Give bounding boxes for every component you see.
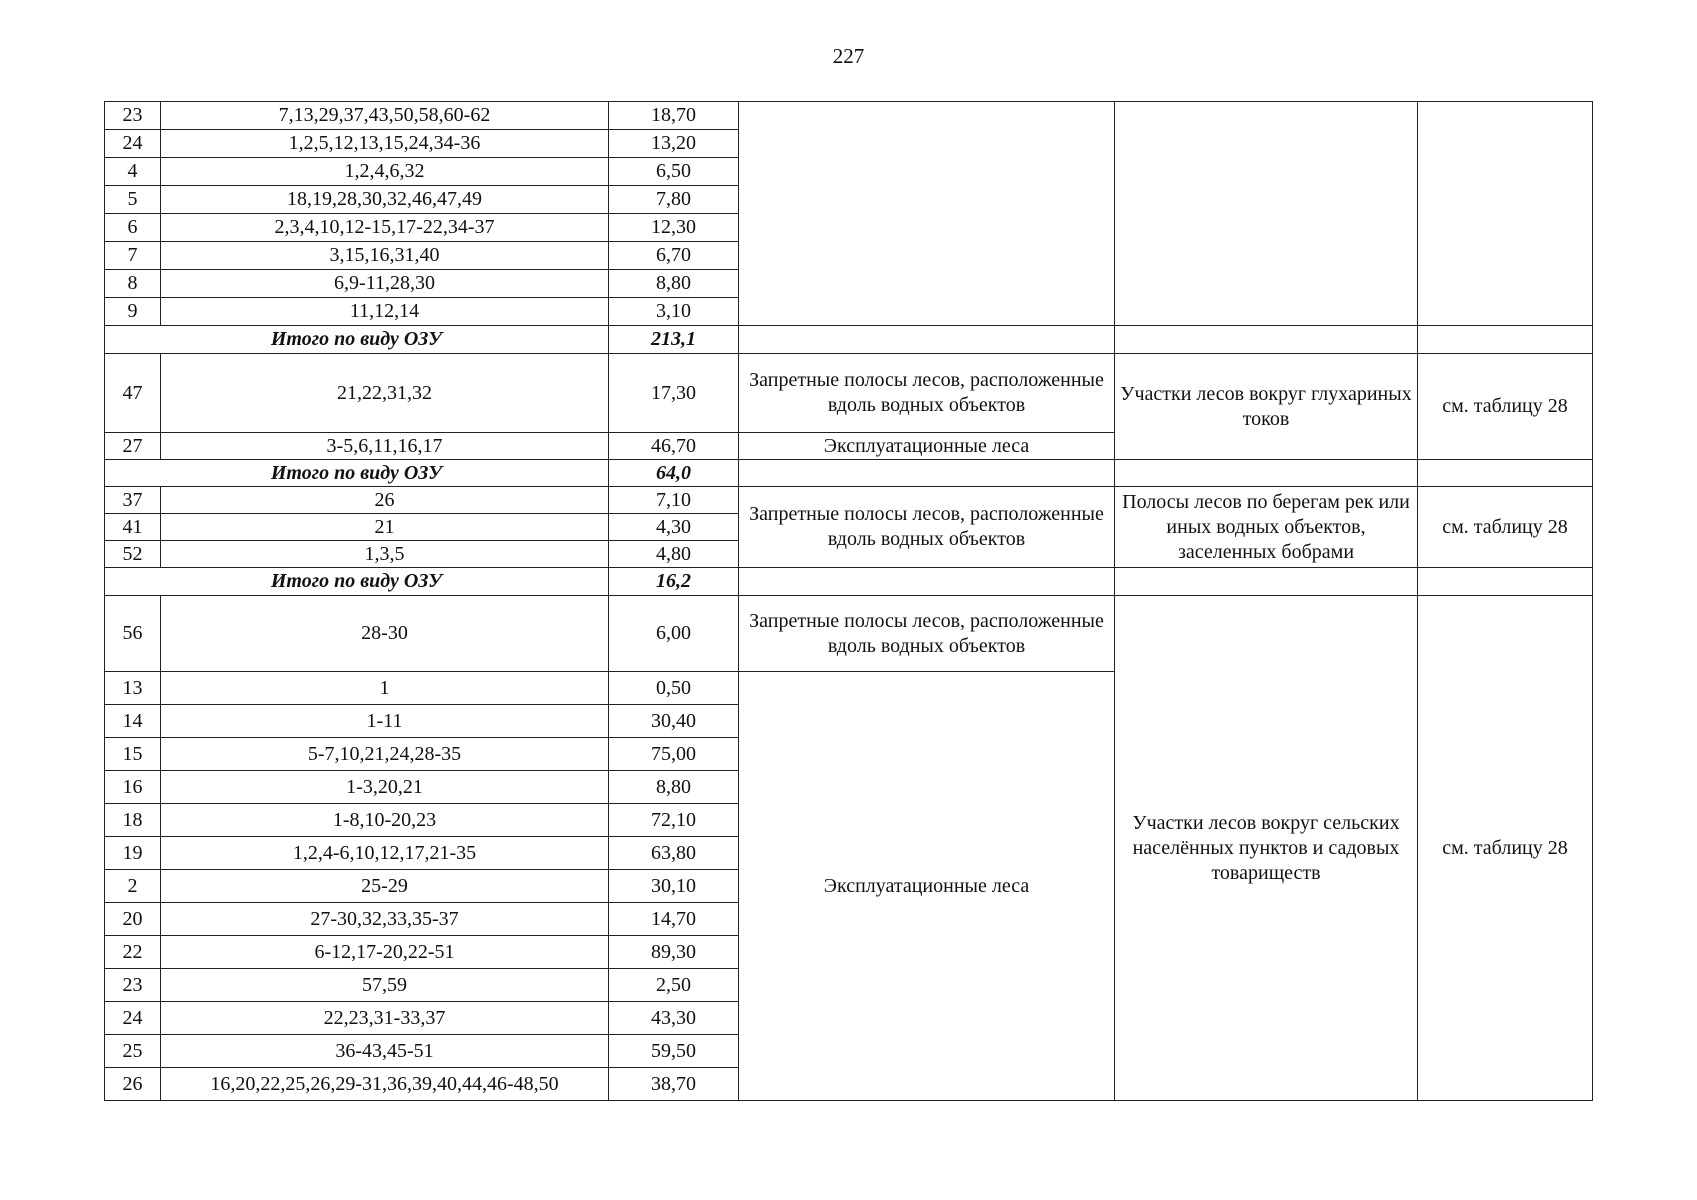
parcels-cell: 1,3,5 — [161, 541, 609, 568]
quarter-cell: 2 — [105, 870, 161, 903]
quarter-cell: 4 — [105, 158, 161, 186]
ozu-cell-empty — [1115, 102, 1418, 326]
parcels-cell: 21 — [161, 514, 609, 541]
quarter-cell: 23 — [105, 969, 161, 1002]
category-cell-empty — [739, 102, 1115, 326]
empty-cell — [1115, 326, 1418, 354]
area-cell: 30,40 — [609, 705, 739, 738]
parcels-cell: 1,2,4,6,32 — [161, 158, 609, 186]
parcels-cell: 16,20,22,25,26,29-31,36,39,40,44,46-48,50 — [161, 1068, 609, 1101]
area-cell: 43,30 — [609, 1002, 739, 1035]
area-cell: 72,10 — [609, 804, 739, 837]
area-cell: 7,10 — [609, 487, 739, 514]
category-cell: Запретные полосы лесов, расположенные вдоль водных объектов — [739, 487, 1115, 568]
area-cell: 89,30 — [609, 936, 739, 969]
area-cell: 46,70 — [609, 433, 739, 460]
empty-cell — [739, 326, 1115, 354]
quarter-cell: 56 — [105, 596, 161, 672]
quarter-cell: 13 — [105, 672, 161, 705]
quarter-cell: 24 — [105, 1002, 161, 1035]
reference-cell: см. таблицу 28 — [1418, 487, 1593, 568]
area-cell: 8,80 — [609, 771, 739, 804]
empty-cell — [1418, 568, 1593, 596]
area-cell: 12,30 — [609, 214, 739, 242]
total-value: 16,2 — [609, 568, 739, 596]
total-row — [105, 568, 1593, 596]
quarter-cell: 16 — [105, 771, 161, 804]
parcels-cell: 1-11 — [161, 705, 609, 738]
area-cell: 4,30 — [609, 514, 739, 541]
quarter-cell: 5 — [105, 186, 161, 214]
forest-parcels-table — [104, 101, 1593, 1101]
parcels-cell: 1 — [161, 672, 609, 705]
area-cell: 6,70 — [609, 242, 739, 270]
quarter-cell: 14 — [105, 705, 161, 738]
quarter-cell: 18 — [105, 804, 161, 837]
parcels-cell: 36-43,45-51 — [161, 1035, 609, 1068]
area-cell: 4,80 — [609, 541, 739, 568]
total-value: 64,0 — [609, 460, 739, 487]
quarter-cell: 8 — [105, 270, 161, 298]
area-cell: 6,50 — [609, 158, 739, 186]
quarter-cell: 20 — [105, 903, 161, 936]
parcels-cell: 26 — [161, 487, 609, 514]
total-row — [105, 326, 1593, 354]
parcels-cell: 7,13,29,37,43,50,58,60-62 — [161, 102, 609, 130]
category-cell: Эксплуатационные леса — [739, 672, 1115, 1101]
parcels-cell: 22,23,31-33,37 — [161, 1002, 609, 1035]
page-number: 227 — [832, 44, 865, 68]
quarter-cell: 22 — [105, 936, 161, 969]
ozu-type-cell: Полосы лесов по берегам рек или иных водных объектов, заселенных бобрами — [1115, 487, 1418, 568]
ozu-type-cell: Участки лесов вокруг глухариных токов — [1115, 354, 1418, 460]
parcels-cell: 3,15,16,31,40 — [161, 242, 609, 270]
parcels-cell: 3-5,6,11,16,17 — [161, 433, 609, 460]
ozu-type-cell: Участки лесов вокруг сельских населённых пунктов и садовых товариществ — [1115, 596, 1418, 1101]
parcels-cell: 27-30,32,33,35-37 — [161, 903, 609, 936]
parcels-cell: 1-8,10-20,23 — [161, 804, 609, 837]
area-cell: 2,50 — [609, 969, 739, 1002]
quarter-cell: 41 — [105, 514, 161, 541]
parcels-cell: 5-7,10,21,24,28-35 — [161, 738, 609, 771]
parcels-cell: 21,22,31,32 — [161, 354, 609, 433]
empty-cell — [739, 460, 1115, 487]
quarter-cell: 25 — [105, 1035, 161, 1068]
area-cell: 14,70 — [609, 903, 739, 936]
area-cell: 18,70 — [609, 102, 739, 130]
category-cell: Запретные полосы лесов, расположенные вдоль водных объектов — [739, 354, 1115, 433]
total-value: 213,1 — [609, 326, 739, 354]
table-row — [105, 596, 1593, 672]
quarter-cell: 23 — [105, 102, 161, 130]
quarter-cell: 15 — [105, 738, 161, 771]
area-cell: 8,80 — [609, 270, 739, 298]
table-row — [105, 354, 1593, 433]
empty-cell — [1115, 568, 1418, 596]
area-cell: 7,80 — [609, 186, 739, 214]
parcels-cell: 11,12,14 — [161, 298, 609, 326]
empty-cell — [1115, 460, 1418, 487]
parcels-cell: 6-12,17-20,22-51 — [161, 936, 609, 969]
area-cell: 59,50 — [609, 1035, 739, 1068]
quarter-cell: 37 — [105, 487, 161, 514]
empty-cell — [1418, 326, 1593, 354]
empty-cell — [1418, 460, 1593, 487]
reference-cell: см. таблицу 28 — [1418, 354, 1593, 460]
area-cell: 30,10 — [609, 870, 739, 903]
quarter-cell: 24 — [105, 130, 161, 158]
total-label: Итого по виду ОЗУ — [105, 460, 609, 487]
parcels-cell: 28-30 — [161, 596, 609, 672]
area-cell: 0,50 — [609, 672, 739, 705]
total-label: Итого по виду ОЗУ — [105, 568, 609, 596]
quarter-cell: 47 — [105, 354, 161, 433]
total-row — [105, 460, 1593, 487]
quarter-cell: 52 — [105, 541, 161, 568]
quarter-cell: 9 — [105, 298, 161, 326]
area-cell: 63,80 — [609, 837, 739, 870]
category-cell: Запретные полосы лесов, расположенные вдоль водных объектов — [739, 596, 1115, 672]
area-cell: 13,20 — [609, 130, 739, 158]
total-label: Итого по виду ОЗУ — [105, 326, 609, 354]
parcels-cell: 6,9-11,28,30 — [161, 270, 609, 298]
area-cell: 6,00 — [609, 596, 739, 672]
quarter-cell: 26 — [105, 1068, 161, 1101]
quarter-cell: 6 — [105, 214, 161, 242]
parcels-cell: 25-29 — [161, 870, 609, 903]
ref-cell-empty — [1418, 102, 1593, 326]
parcels-cell: 1,2,5,12,13,15,24,34-36 — [161, 130, 609, 158]
parcels-cell: 18,19,28,30,32,46,47,49 — [161, 186, 609, 214]
table-row — [105, 102, 1593, 130]
empty-cell — [739, 568, 1115, 596]
area-cell: 3,10 — [609, 298, 739, 326]
parcels-cell: 1-3,20,21 — [161, 771, 609, 804]
quarter-cell: 19 — [105, 837, 161, 870]
parcels-cell: 57,59 — [161, 969, 609, 1002]
area-cell: 38,70 — [609, 1068, 739, 1101]
reference-cell: см. таблицу 28 — [1418, 596, 1593, 1101]
parcels-cell: 1,2,4-6,10,12,17,21-35 — [161, 837, 609, 870]
parcels-cell: 2,3,4,10,12-15,17-22,34-37 — [161, 214, 609, 242]
table-row — [105, 487, 1593, 514]
quarter-cell: 27 — [105, 433, 161, 460]
category-cell: Эксплуатационные леса — [739, 433, 1115, 460]
area-cell: 17,30 — [609, 354, 739, 433]
quarter-cell: 7 — [105, 242, 161, 270]
area-cell: 75,00 — [609, 738, 739, 771]
